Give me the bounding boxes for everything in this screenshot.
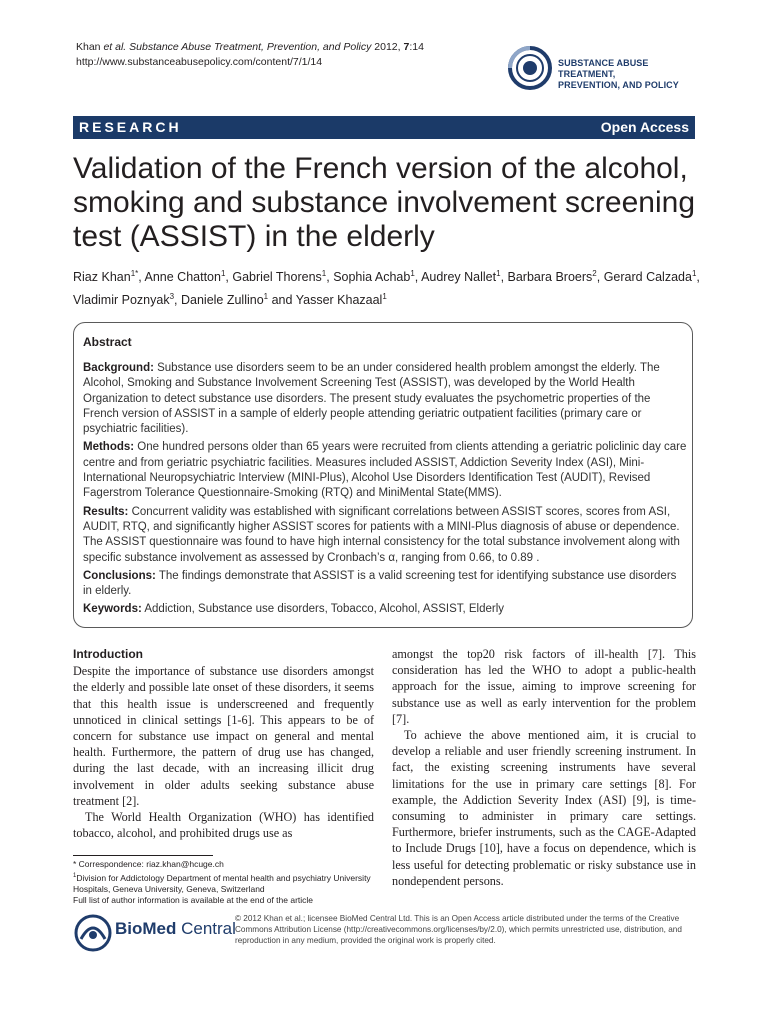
abstract-conclusions bbox=[83, 569, 687, 600]
citation-url[interactable]: http://www.substanceabusepolicy.com/content/7/1/14 bbox=[76, 56, 323, 68]
author-affiliation-sup: 1 bbox=[263, 292, 269, 302]
affiliation-note bbox=[73, 871, 378, 896]
author-name: Vladimir Poznyak bbox=[73, 293, 170, 308]
biomed-central-icon bbox=[73, 913, 113, 953]
author-name: Daniele Zullino bbox=[180, 293, 264, 308]
publisher-name-regular: Central bbox=[176, 919, 236, 938]
author-affiliation-sup: 1 bbox=[220, 269, 226, 278]
author-affiliation-sup: 1 bbox=[496, 269, 501, 278]
publisher-logo bbox=[73, 913, 236, 953]
author-name: Sophia Achab bbox=[333, 270, 411, 285]
citation-year: 2012, bbox=[371, 41, 404, 53]
author-affiliation-sup: 1* bbox=[130, 269, 139, 278]
license-text: © 2012 Khan et al.; licensee BioMed Central Ltd. This is an Open Access article distributed under the terms of the Creative Commons Attribution License (http://creativecommons.org/licenses/by/2.0), which permits unrestricted use, distribution, and reproduction in any medium, provided the original work is properly cited. bbox=[235, 914, 682, 946]
results-label: Results: bbox=[83, 505, 129, 518]
publisher-name-bold: BioMed bbox=[115, 919, 177, 938]
journal-name bbox=[558, 58, 706, 91]
keywords-label: Keywords: bbox=[83, 603, 142, 616]
citation-journal: Substance Abuse Treatment, Prevention, and Policy bbox=[126, 41, 372, 53]
citation-volume: 7 bbox=[403, 41, 410, 53]
results-text: Concurrent validity was established with significant correlations between ASSIST scores, scores from ASI, AUDIT, RTQ, and significantly higher ASSIST scores for patients with a MINI-Plus diagnosis of abuse or dependence. The ASSIST questionnaire was found to have high internal consistency for the total substance involvement along with specific substance involvement as assessed by Cronbach’s α, ranging from 0.66, to 0.89 . bbox=[83, 505, 680, 564]
article-title: Validation of the French version of the alcohol, smoking and substance involvement screening test (ASSIST) in the elderly bbox=[73, 152, 696, 253]
author-affiliation-sup: 1 bbox=[410, 269, 415, 278]
journal-emblem-icon bbox=[506, 44, 556, 92]
section-banner bbox=[73, 116, 695, 139]
author-affiliation-sup: 1 bbox=[691, 269, 697, 278]
abstract-methods bbox=[83, 440, 687, 501]
citation-header bbox=[76, 40, 424, 70]
open-access-label: Open Access bbox=[600, 119, 689, 135]
correspondence-note: * Correspondence: riaz.khan@hcuge.ch bbox=[73, 859, 224, 869]
journal-logo bbox=[506, 44, 706, 92]
footnote-divider bbox=[73, 855, 213, 856]
author-name: Yasser Khazaal bbox=[295, 293, 383, 308]
publisher-name bbox=[115, 919, 236, 939]
citation-line bbox=[76, 40, 424, 55]
author-name: Anne Chatton bbox=[144, 270, 221, 285]
background-text: Substance use disorders seem to be an under considered health problem amongst the elderly. The Alcohol, Smoking and Substance Involvement Screening Test (ASSIST), was developed by the World Health Organization to detect substance use disorders. The present study evaluates the psychometric properties of the French version of ASSIST in a sample of elderly people attending geriatric outpatient facilities (primary care or psychiatric facilities). bbox=[83, 362, 660, 436]
author-name: Gabriel Thorens bbox=[232, 270, 322, 285]
body-column-left bbox=[73, 646, 374, 841]
author-name: Gerard Calzada bbox=[603, 270, 692, 285]
author-name: Audrey Nallet bbox=[421, 270, 497, 285]
keywords-text: Addiction, Substance use disorders, Tobacco, Alcohol, ASSIST, Elderly bbox=[141, 603, 505, 616]
abstract-body bbox=[83, 361, 687, 621]
author-info-note: Full list of author information is available at the end of the article bbox=[73, 895, 314, 906]
body-paragraph: amongst the top20 risk factors of ill-health [7]. This consideration has led the WHO to adopt a public-health approach for the issue, aiming to improve screening for substance use as well as early intervention for the problem [7]. bbox=[392, 647, 696, 726]
introduction-heading: Introduction bbox=[73, 647, 143, 661]
affiliation-text: Division for Addictology Department of mental health and psychiatry University Hospitals, Geneva University, Geneva, Switzerland bbox=[73, 872, 371, 894]
journal-name-line1: SUBSTANCE ABUSE TREATMENT, bbox=[558, 58, 649, 79]
abstract-heading: Abstract bbox=[83, 335, 132, 349]
author-name: Barbara Broers bbox=[507, 270, 593, 285]
author-affiliation-sup: 1 bbox=[382, 292, 387, 302]
conclusions-label: Conclusions: bbox=[83, 569, 156, 582]
abstract-keywords bbox=[83, 602, 687, 617]
body-paragraph: Despite the importance of substance use disorders amongst the elderly and possible late onset of these disorders, it seems that this health issue is underscreened and frequently unnoticed in clinical settings [1-6]. This appears to be of concern for substance use impact on general and mental health. Furthermore, the pattern of drug use has changed, during the last decade, with an increasing illicit drug involvement in older adults seeking substance abuse treatment [2]. bbox=[73, 664, 374, 808]
body-column-right bbox=[392, 646, 696, 889]
section-label: RESEARCH bbox=[79, 119, 182, 135]
abstract-background bbox=[83, 361, 687, 437]
conclusions-text: The findings demonstrate that ASSIST is a valid screening test for identifying substance use disorders in elderly. bbox=[83, 569, 677, 598]
journal-name-line2: PREVENTION, AND POLICY bbox=[558, 80, 679, 90]
affiliation-sup: 1 bbox=[73, 872, 77, 879]
footnotes bbox=[73, 859, 378, 907]
author-name: Riaz Khan bbox=[73, 270, 131, 285]
body-paragraph: To achieve the above mentioned aim, it is crucial to develop a reliable and user friendly screening instrument. In fact, the existing screening instruments have several limitations for the use in primary care settings [8]. For example, the Addiction Severity Index (ASI) [9], is time-consuming to administer in primary care settings. Furthermore, briefer instruments, such as the CAGE-Adapted to Include Drugs [10], have a focus on dependence, which is less useful for detecting problematic or risky substance use in nondependent persons. bbox=[392, 728, 696, 888]
author-affiliation-sup: 3 bbox=[169, 292, 175, 302]
background-label: Background: bbox=[83, 362, 154, 374]
body-paragraph: The World Health Organization (WHO) has identified tobacco, alcohol, and prohibited drugs use as bbox=[73, 810, 374, 841]
citation-etal: et al. bbox=[103, 41, 127, 53]
author-affiliation-sup: 1 bbox=[321, 269, 327, 278]
methods-text: One hundred persons older than 65 years were recruited from clients attending a geriatric policlinic day care centre and from geriatric psychiatric facilities. Measures included ASSIST, Addiction Severity Index (ASI), Mini-International Neuropsychiatric Interview (MINI-Plus), Alcohol Use Disorders Identification Test (AUDIT), Revised Fagerstrom Tolerance Questionnaire-Smoking (RTQ) and MiniMental State(MMS). bbox=[83, 441, 687, 500]
author-affiliation-sup: 2 bbox=[592, 269, 597, 278]
author-list: Riaz Khan$^{1*}$, Anne Chatton$^1$, Gabriel Thorens$^1$, Sophia Achab$^1$, Audrey Nallet$^1$, Barbara Broers$^2$, Gerard Calzada$^1$, Vladimir Poznyak$^3$, Daniele Zullino$^1$ and Yasser Khazaal$^1$ bbox=[73, 269, 700, 308]
citation-authors: Khan bbox=[76, 41, 104, 53]
abstract-results bbox=[83, 505, 687, 566]
citation-issue: :14 bbox=[409, 41, 424, 53]
methods-label: Methods: bbox=[83, 441, 135, 454]
abstract-box bbox=[73, 322, 693, 628]
